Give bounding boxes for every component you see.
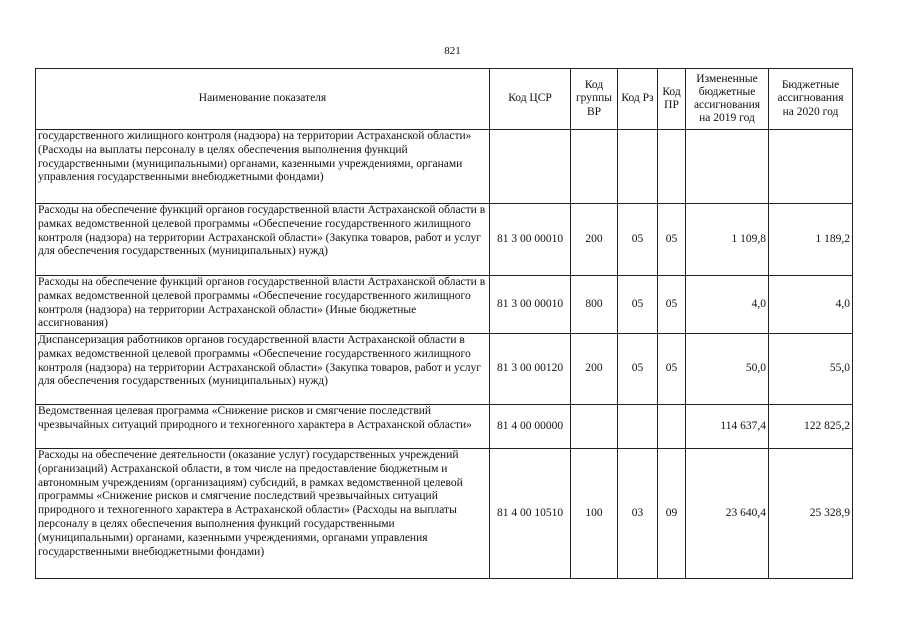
row-name: государственного жилищного контроля (надзора) на территории Астраханской области» (Расходы на выплаты персоналу в целях обеспечения выполнения функций государственными (муниципальными) органами, казенными учреждениями, органами управления государственными внебюджетными фондами) xyxy=(36,130,490,204)
table-row xyxy=(36,449,853,579)
row-2020: 25 328,9 xyxy=(769,449,853,579)
row-2020: 122 825,2 xyxy=(769,405,853,449)
header-pr: Код ПР xyxy=(658,69,686,130)
row-rz: 03 xyxy=(618,449,658,579)
row-rz: 05 xyxy=(618,334,658,405)
row-rz: 05 xyxy=(618,276,658,334)
row-name: Расходы на обеспечение деятельности (оказание услуг) государственных учреждений (организаций) Астраханской области, в том числе на предоставление бюджетным и автономным учреждениям (организациям) субсидий, в рамках ведомственной целевой программы «Снижение рисков и смягчение последствий чрезвычайных ситуаций природного и техногенного характера в Астраханской области» (Расходы на выплаты персоналу в целях обеспечения выполнения функций государственными (муниципальными) органами, казенными учреждениями, органами управления государственными внебюджетными фондами) xyxy=(36,449,490,579)
row-2019 xyxy=(686,130,769,204)
row-rz xyxy=(618,130,658,204)
table-row xyxy=(36,405,853,449)
row-2020 xyxy=(769,130,853,204)
row-2019: 50,0 xyxy=(686,334,769,405)
budget-table xyxy=(35,68,853,579)
row-csr: 81 3 00 00010 xyxy=(490,204,571,276)
row-pr: 05 xyxy=(658,204,686,276)
row-2020: 4,0 xyxy=(769,276,853,334)
row-pr xyxy=(658,405,686,449)
row-2019: 4,0 xyxy=(686,276,769,334)
row-vr xyxy=(571,130,618,204)
row-rz xyxy=(618,405,658,449)
row-name: Расходы на обеспечение функций органов государственной власти Астраханской области в рамках ведомственной целевой программы «Обеспечение государственного жилищного контроля (надзора) на территории Астраханской области» (Закупка товаров, работ и услуг для обеспечения государственных (муниципальных) нужд) xyxy=(36,204,490,276)
row-name: Ведомственная целевая программа «Снижение рисков и смягчение последствий чрезвычайных ситуаций природного и техногенного характера в Астраханской области» xyxy=(36,405,490,449)
row-2019: 114 637,4 xyxy=(686,405,769,449)
row-vr: 200 xyxy=(571,334,618,405)
table-row xyxy=(36,204,853,276)
table-row xyxy=(36,276,853,334)
header-2020: Бюджетные ассигнования на 2020 год xyxy=(769,69,853,130)
row-pr: 05 xyxy=(658,334,686,405)
row-name: Расходы на обеспечение функций органов государственной власти Астраханской области в рамках ведомственной целевой программы «Обеспечение государственного жилищного контроля (надзора) на территории Астраханской области» (Иные бюджетные ассигнования) xyxy=(36,276,490,334)
row-name: Диспансеризация работников органов государственной власти Астраханской области в рамках ведомственной целевой программы «Обеспечение государственного жилищного контроля (надзора) на территории Астраханской области» (Закупка товаров, работ и услуг для обеспечения государственных (муниципальных) нужд) xyxy=(36,334,490,405)
row-2020: 1 189,2 xyxy=(769,204,853,276)
row-csr: 81 4 00 10510 xyxy=(490,449,571,579)
row-vr: 200 xyxy=(571,204,618,276)
page-number: 821 xyxy=(444,45,461,57)
row-vr: 800 xyxy=(571,276,618,334)
row-pr xyxy=(658,130,686,204)
row-2019: 1 109,8 xyxy=(686,204,769,276)
table-row xyxy=(36,334,853,405)
row-csr: 81 3 00 00010 xyxy=(490,276,571,334)
header-2019: Измененные бюджетные ассигнования на 2019 год xyxy=(686,69,769,130)
row-vr: 100 xyxy=(571,449,618,579)
header-row xyxy=(36,69,853,130)
header-csr: Код ЦСР xyxy=(490,69,571,130)
row-csr: 81 3 00 00120 xyxy=(490,334,571,405)
row-2020: 55,0 xyxy=(769,334,853,405)
row-pr: 05 xyxy=(658,276,686,334)
row-rz: 05 xyxy=(618,204,658,276)
row-2019: 23 640,4 xyxy=(686,449,769,579)
header-vr: Код группы ВР xyxy=(571,69,618,130)
row-vr xyxy=(571,405,618,449)
row-pr: 09 xyxy=(658,449,686,579)
row-csr xyxy=(490,130,571,204)
row-csr: 81 4 00 00000 xyxy=(490,405,571,449)
header-name: Наименование показателя xyxy=(36,69,490,130)
header-rz: Код Рз xyxy=(618,69,658,130)
table-row xyxy=(36,130,853,204)
